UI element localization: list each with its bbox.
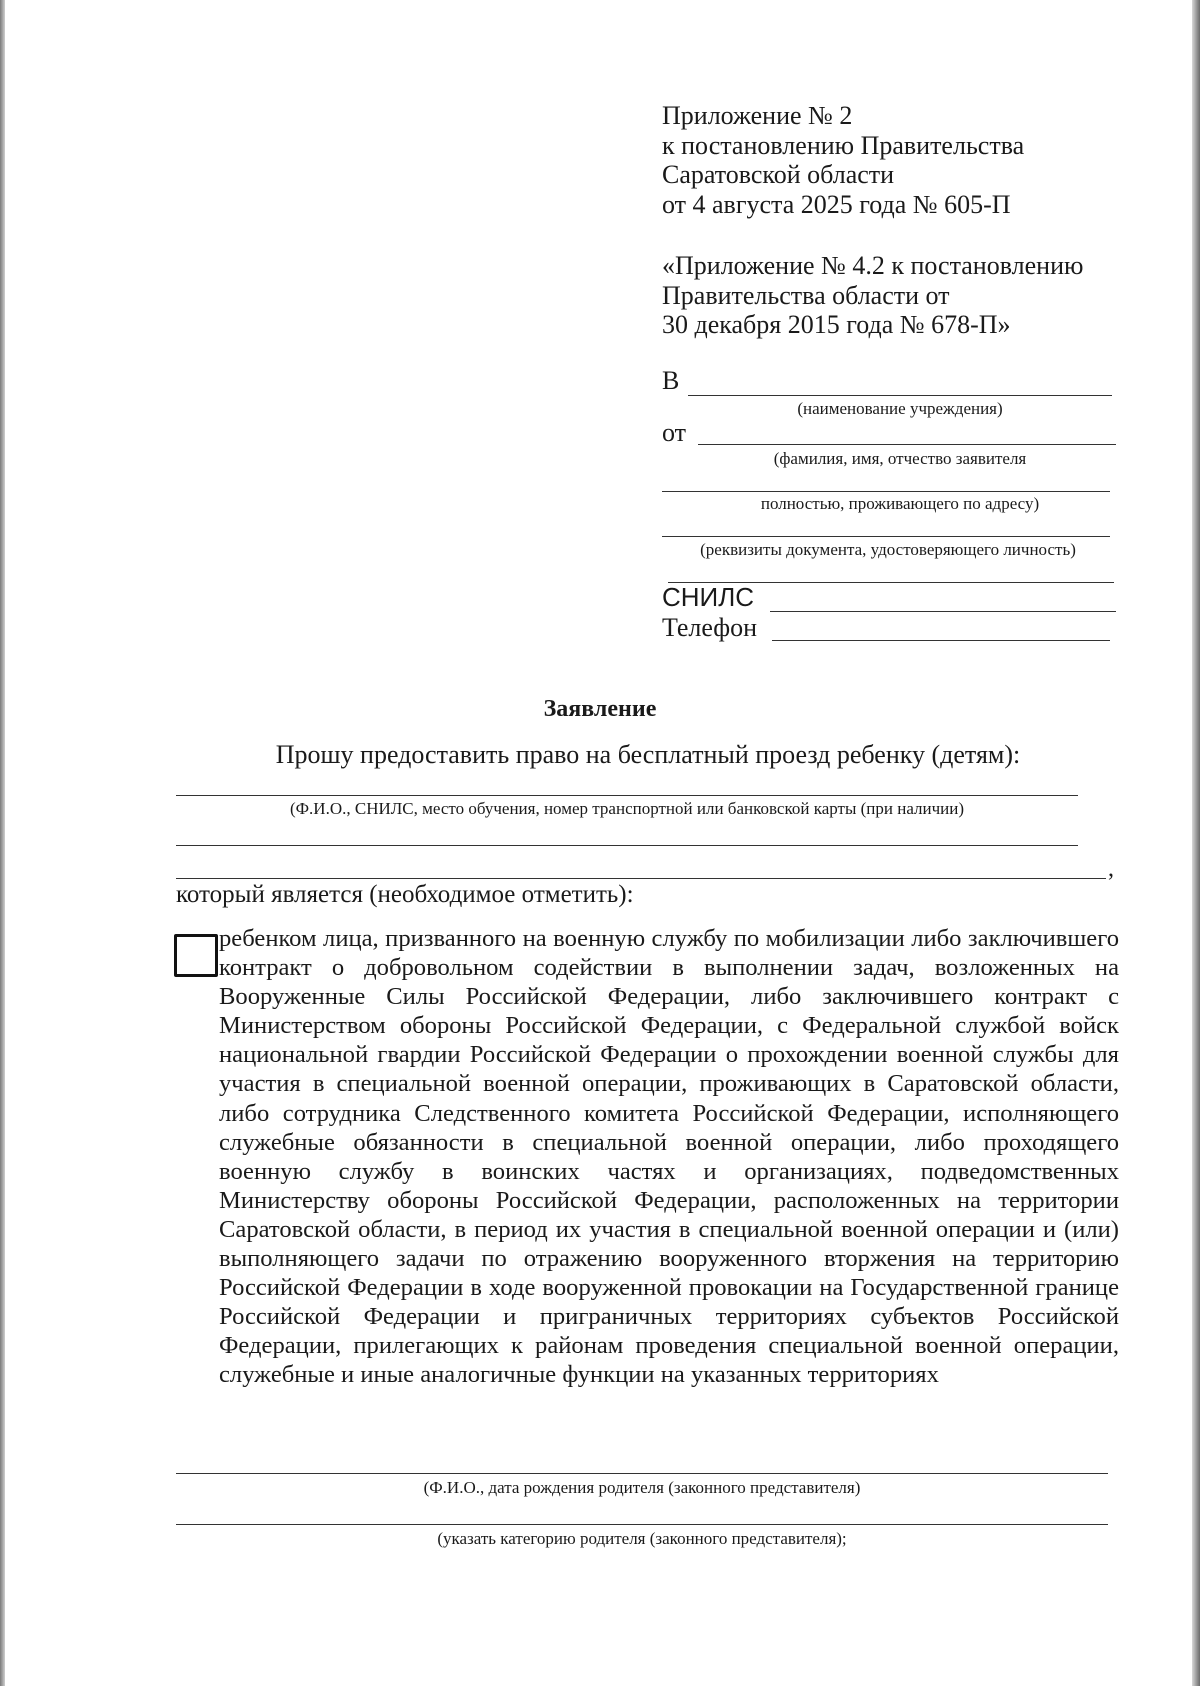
appendix-line: к постановлению Правительства xyxy=(662,130,1025,160)
status-intro: который является (необходимое отметить): xyxy=(176,881,634,908)
applicant-address-caption: полностью, проживающего по адресу) xyxy=(760,494,1040,513)
snils-line[interactable] xyxy=(770,611,1116,612)
child-info-line-1[interactable] xyxy=(176,795,1078,796)
appendix-block xyxy=(662,101,1024,219)
phone-label: Телефон xyxy=(662,613,758,642)
applicant-name-caption: (фамилия, имя, отчество заявителя xyxy=(773,449,1027,468)
snils-label: СНИЛС xyxy=(662,582,755,612)
phone-line[interactable] xyxy=(772,640,1110,641)
child-info-line-3[interactable] xyxy=(176,878,1106,879)
scan-edge-left xyxy=(0,0,5,1686)
identity-document-line[interactable] xyxy=(662,536,1110,537)
option-text: ребенком лица, призванного на военную службу по мобилизации либо заключившего контракт о добровольном содействии в выполнении задач, возложенных на Вооруженные Силы Российской Федерации, либо заключившего контракт с Министерством обороны Российской Федерации, с Федеральной службой войск национальной гвардии Российской Федерации о прохождении военной службы для участия в специальной военной операции, проживающих в Саратовской области, либо сотрудника Следственного комитета Российской Федерации, исполняющего служебные обязанности в специальной военной операции, либо проходящего военную службу в воинских частях и организациях, подведомственных Министерству обороны Российской Федерации, расположенных на территории Саратовской области, в период их участия в специальной военной операции и (или) выполняющего задачи по отражению вооруженного вторжения на территорию Российской Федерации в ходе вооруженной провокации на Государственной границе Российской Федерации и приграничных территориях субъектов Российской Федерации, прилегающих к районам проведения специальной военной операции, служебные и иные аналогичные функции на указанных территориях xyxy=(219,925,1119,1389)
option-checkbox[interactable] xyxy=(174,934,218,977)
institution-line[interactable] xyxy=(688,395,1112,396)
quote-line: 30 декабря 2015 года № 678-П» xyxy=(662,310,1011,339)
child-info-caption: (Ф.И.О., СНИЛС, место обучения, номер транспортной или банковской карты (при наличии) xyxy=(289,799,965,818)
appendix-line: Приложение № 2 xyxy=(662,101,853,130)
to-label: В xyxy=(662,366,680,395)
institution-caption: (наименование учреждения) xyxy=(797,399,1003,418)
from-label: от xyxy=(662,418,687,447)
request-text: Прошу предоставить право на бесплатный проезд ребенку (детям): xyxy=(275,740,1021,769)
trailing-comma: , xyxy=(1108,856,1114,882)
parent-info-line[interactable] xyxy=(176,1473,1108,1474)
parent-info-caption: (Ф.И.О., дата рождения родителя (законного представителя) xyxy=(423,1478,861,1497)
applicant-name-line-2[interactable] xyxy=(662,491,1110,492)
quoted-appendix-block xyxy=(662,251,1083,340)
parent-category-caption: (указать категорию родителя (законного представителя); xyxy=(437,1529,847,1548)
document-title: Заявление xyxy=(543,696,657,722)
quote-line: «Приложение № 4.2 к постановлению xyxy=(662,251,1084,280)
quote-line: Правительства области от xyxy=(662,280,950,310)
child-info-line-2[interactable] xyxy=(176,845,1078,846)
appendix-line: Саратовской области xyxy=(662,160,895,189)
scan-edge-right xyxy=(1192,0,1200,1686)
appendix-line: от 4 августа 2025 года № 605-П xyxy=(662,189,1011,219)
applicant-name-line[interactable] xyxy=(698,444,1116,445)
identity-document-caption: (реквизиты документа, удостоверяющего личность) xyxy=(700,540,1076,559)
parent-category-line[interactable] xyxy=(176,1524,1108,1525)
